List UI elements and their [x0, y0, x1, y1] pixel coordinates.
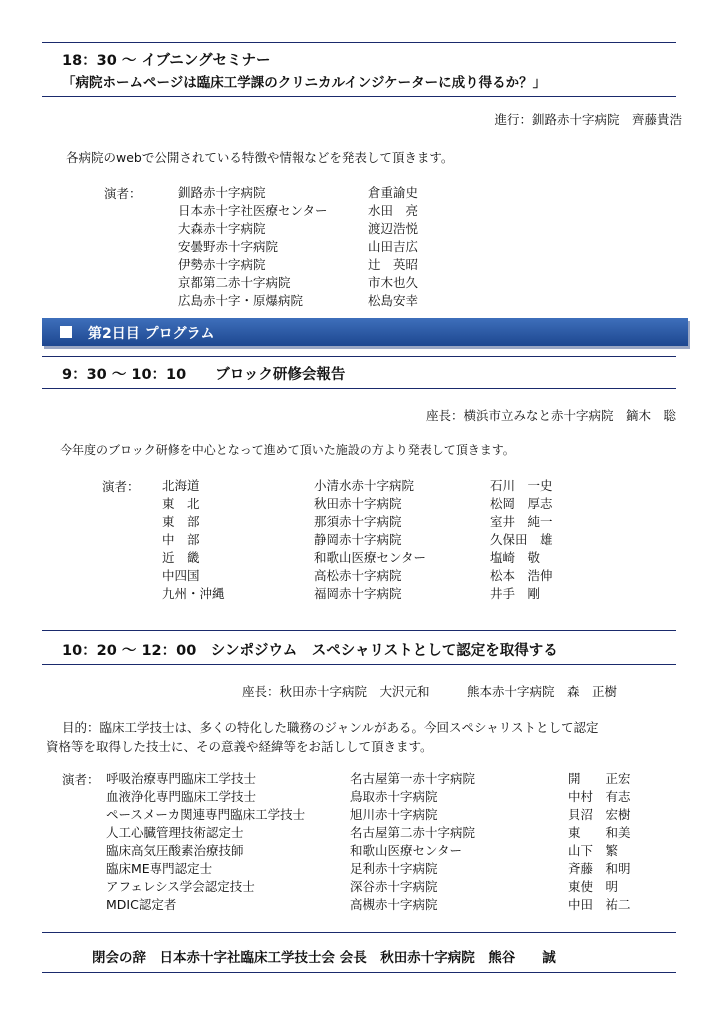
rule-top — [42, 42, 676, 43]
list-item: 和歌山医療センター — [350, 843, 463, 858]
list-item: 石川 一史 — [490, 478, 553, 493]
list-item: 旭川赤十字病院 — [350, 807, 438, 822]
list-item: 伊勢赤十字病院 — [178, 257, 266, 272]
list-item: 名古屋第二赤十字病院 — [350, 825, 476, 840]
list-item: 塩崎 敬 — [490, 550, 541, 565]
list-item: 松島安幸 — [368, 293, 419, 308]
list-item: 足利赤十字病院 — [350, 861, 438, 876]
block-hospital-list — [314, 477, 426, 603]
evening-title: 18：30 〜 イブニングセミナー — [62, 53, 271, 69]
list-item: 呼吸治療専門臨床工学技士 — [106, 771, 257, 786]
list-item: 福岡赤十字病院 — [314, 586, 402, 601]
list-item: 九州・沖縄 — [162, 586, 225, 601]
list-item: 秋田赤十字病院 — [314, 496, 402, 511]
rule-block-top — [42, 356, 676, 357]
list-item: 鳥取赤十字病院 — [350, 789, 438, 804]
list-item: 広島赤十字・原爆病院 — [178, 293, 304, 308]
list-item: 辻 英昭 — [368, 257, 419, 272]
list-item: 斉藤 和明 — [568, 861, 631, 876]
list-item: 井手 剛 — [490, 586, 541, 601]
evening-moderator: 進行：釧路赤十字病院 齊藤貴浩 — [494, 112, 682, 127]
list-item: 貝沼 宏樹 — [568, 807, 631, 822]
block-region-list — [162, 477, 225, 603]
block-chair: 座長：横浜市立みなと赤十字病院 鏑木 聡 — [425, 408, 676, 423]
list-item: 市木也久 — [368, 275, 419, 290]
list-item: 近 畿 — [162, 550, 200, 565]
list-item: 京都第二赤十字病院 — [178, 275, 291, 290]
list-item: 室井 純一 — [490, 514, 553, 529]
list-item: MDIC認定者 — [106, 897, 177, 912]
list-item: 名古屋第一赤十字病院 — [350, 771, 476, 786]
list-item: 静岡赤十字病院 — [314, 532, 402, 547]
list-item: 松岡 厚志 — [490, 496, 553, 511]
list-item: 北海道 — [162, 478, 200, 493]
square-bullet-icon — [60, 326, 72, 338]
symposium-cert-list — [106, 770, 305, 914]
list-item: 倉重諭史 — [368, 185, 419, 200]
list-item: 深谷赤十字病院 — [350, 879, 438, 894]
list-item: 高松赤十字病院 — [314, 568, 402, 583]
evening-subtitle: 「病院ホームページは臨床工学課のクリニカルインジケーターに成り得るか？」 — [62, 75, 547, 91]
list-item: 中村 有志 — [568, 789, 631, 804]
list-item: 中田 祐二 — [568, 897, 631, 912]
list-item: 和歌山医療センター — [314, 550, 427, 565]
list-item: アフェレシス学会認定技士 — [106, 879, 255, 894]
symposium-chair: 座長：秋田赤十字病院 大沢元和 熊本赤十字病院 森 正樹 — [242, 684, 618, 699]
list-item: 人工心臓管理技術認定士 — [106, 825, 244, 840]
list-item: 日本赤十字社医療センター — [178, 203, 328, 218]
list-item: 臨床ME専門認定士 — [106, 861, 213, 876]
rule-evening — [42, 96, 676, 97]
list-item: 臨床高気圧酸素治療技師 — [106, 843, 244, 858]
list-item: 山田吉広 — [368, 239, 419, 254]
list-item: 東使 明 — [568, 879, 619, 894]
list-item: 中 部 — [162, 532, 200, 547]
closing-text: 閉会の辞 日本赤十字社臨床工学技士会 会長 秋田赤十字病院 熊谷 誠 — [92, 950, 556, 966]
list-item: 山下 繁 — [568, 843, 619, 858]
list-item: 東 和美 — [568, 825, 631, 840]
list-item: ペースメーカ関連専門臨床工学技士 — [106, 807, 306, 822]
symposium-name-list — [568, 770, 631, 914]
symposium-description-line1: 目的：臨床工学技士は、多くの特化した職務のジャンルがある。今回スペシャリストとして認定 — [62, 720, 599, 735]
rule-block — [42, 388, 676, 389]
rule-closing-top — [42, 932, 676, 933]
evening-description: 各病院のwebで公開されている特徴や情報などを発表して頂きます。 — [66, 150, 454, 165]
block-description: 今年度のブロック研修を中心となって進めて頂いた施設の方より発表して頂きます。 — [60, 443, 515, 457]
list-item: 開 正宏 — [568, 771, 631, 786]
list-item: 渡辺浩悦 — [368, 221, 419, 236]
list-item: 東 部 — [162, 514, 200, 529]
list-item: 水田 亮 — [368, 203, 419, 218]
block-speakers-label: 演者： — [102, 479, 140, 494]
rule-symposium — [42, 664, 676, 665]
list-item: 安曇野赤十字病院 — [178, 239, 279, 254]
list-item: 久保田 雄 — [490, 532, 553, 547]
list-item: 大森赤十字病院 — [178, 221, 266, 236]
list-item: 血液浄化専門臨床工学技士 — [106, 789, 257, 804]
day2-banner — [42, 318, 688, 346]
symposium-speakers-label: 演者： — [62, 772, 100, 787]
list-item: 釧路赤十字病院 — [178, 185, 266, 200]
list-item: 小清水赤十字病院 — [314, 478, 415, 493]
rule-symposium-top — [42, 630, 676, 631]
list-item: 松本 浩伸 — [490, 568, 553, 583]
day2-banner-label: 第2日目 プログラム — [88, 326, 215, 342]
symposium-title: 10：20 〜 12：00 シンポジウム スペシャリストとして認定を取得する — [62, 643, 558, 659]
list-item: 那須赤十字病院 — [314, 514, 402, 529]
evening-name-list — [368, 184, 418, 310]
list-item: 高槻赤十字病院 — [350, 897, 438, 912]
block-name-list — [490, 477, 553, 603]
rule-closing-bottom — [42, 972, 676, 973]
evening-speakers-label: 演者： — [104, 186, 142, 201]
list-item: 中四国 — [162, 568, 200, 583]
list-item: 東 北 — [162, 496, 200, 511]
block-title: 9：30 〜 10：10 ブロック研修会報告 — [62, 367, 346, 383]
symposium-hospital-list — [350, 770, 475, 914]
evening-hospital-list — [178, 184, 328, 310]
symposium-description-line2: 資格等を取得した技士に、その意義や経緯等をお話しして頂きます。 — [46, 739, 433, 754]
